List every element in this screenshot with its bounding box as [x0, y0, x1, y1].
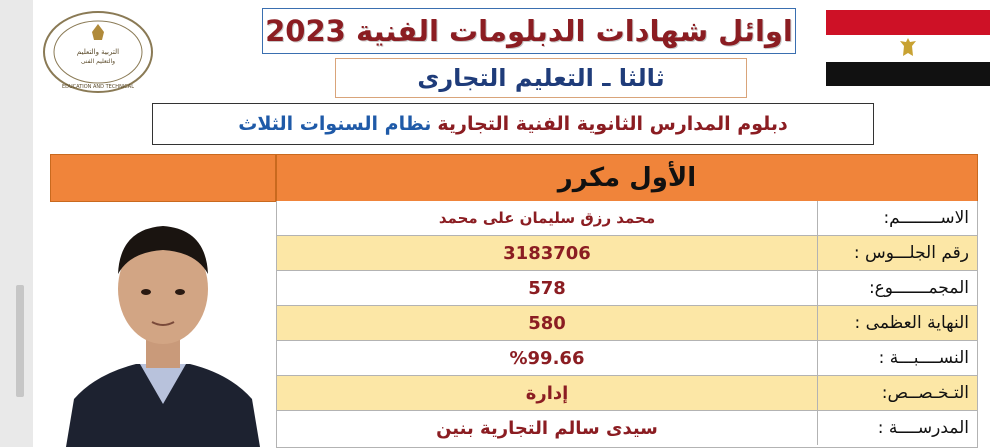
photo-header-cell [50, 154, 276, 202]
total-label: المجمـــــــوع: [868, 278, 969, 298]
row-total [276, 271, 978, 306]
specialization-value: إدارة [277, 376, 818, 410]
percentage-label: النســــبـــة : [878, 348, 969, 368]
ministry-seal-logo [42, 10, 154, 94]
svg-text:EDUCATION AND TECHNICAL: EDUCATION AND TECHNICAL [62, 84, 134, 90]
school-value: سيدى سالم التجارية بنين [277, 411, 818, 445]
seat-number-label: رقم الجلـــوس : [853, 243, 969, 263]
row-percentage [276, 341, 978, 376]
svg-text:التربية والتعليم: التربية والتعليم [76, 48, 120, 56]
flag-black-stripe [826, 62, 990, 86]
specialization-label: التـخـصــص: [881, 383, 969, 403]
row-seat-number [276, 236, 978, 271]
section-box [335, 58, 747, 98]
rank-title: الأول مكرر [557, 163, 697, 193]
student-photo [56, 204, 270, 447]
scrollbar-thumb[interactable] [16, 285, 24, 397]
svg-text:والتعليم الفنى: والتعليم الفنى [80, 58, 116, 65]
flag-red-stripe [826, 10, 990, 35]
scrollbar[interactable] [0, 0, 33, 447]
percentage-value: %99.66 [277, 341, 818, 375]
diploma-name: دبلوم المدارس الثانوية الفنية التجارية [437, 113, 788, 135]
diploma-system: نظام السنوات الثلاث [238, 113, 432, 135]
student-name-value: محمد رزق سليمان على محمد [277, 201, 818, 235]
row-max-score [276, 306, 978, 341]
school-label: المدرســــة : [877, 418, 969, 438]
rank-banner [276, 154, 978, 202]
student-name-label: الاســــــــم: [883, 208, 969, 228]
eagle-icon [896, 36, 920, 60]
diploma-box [152, 103, 874, 145]
row-specialization [276, 376, 978, 411]
max-score-value: 580 [277, 306, 818, 340]
egypt-flag [826, 10, 990, 86]
row-school [276, 411, 978, 448]
title-box [262, 8, 796, 54]
seat-number-value: 3183706 [277, 236, 818, 270]
page-title: اوائل شهادات الدبلومات الفنية 2023 [265, 14, 793, 48]
total-value: 578 [277, 271, 818, 305]
section-title: ثالثا ـ التعليم التجارى [417, 64, 665, 92]
row-name [276, 201, 978, 236]
max-score-label: النهاية العظمى : [854, 313, 969, 333]
